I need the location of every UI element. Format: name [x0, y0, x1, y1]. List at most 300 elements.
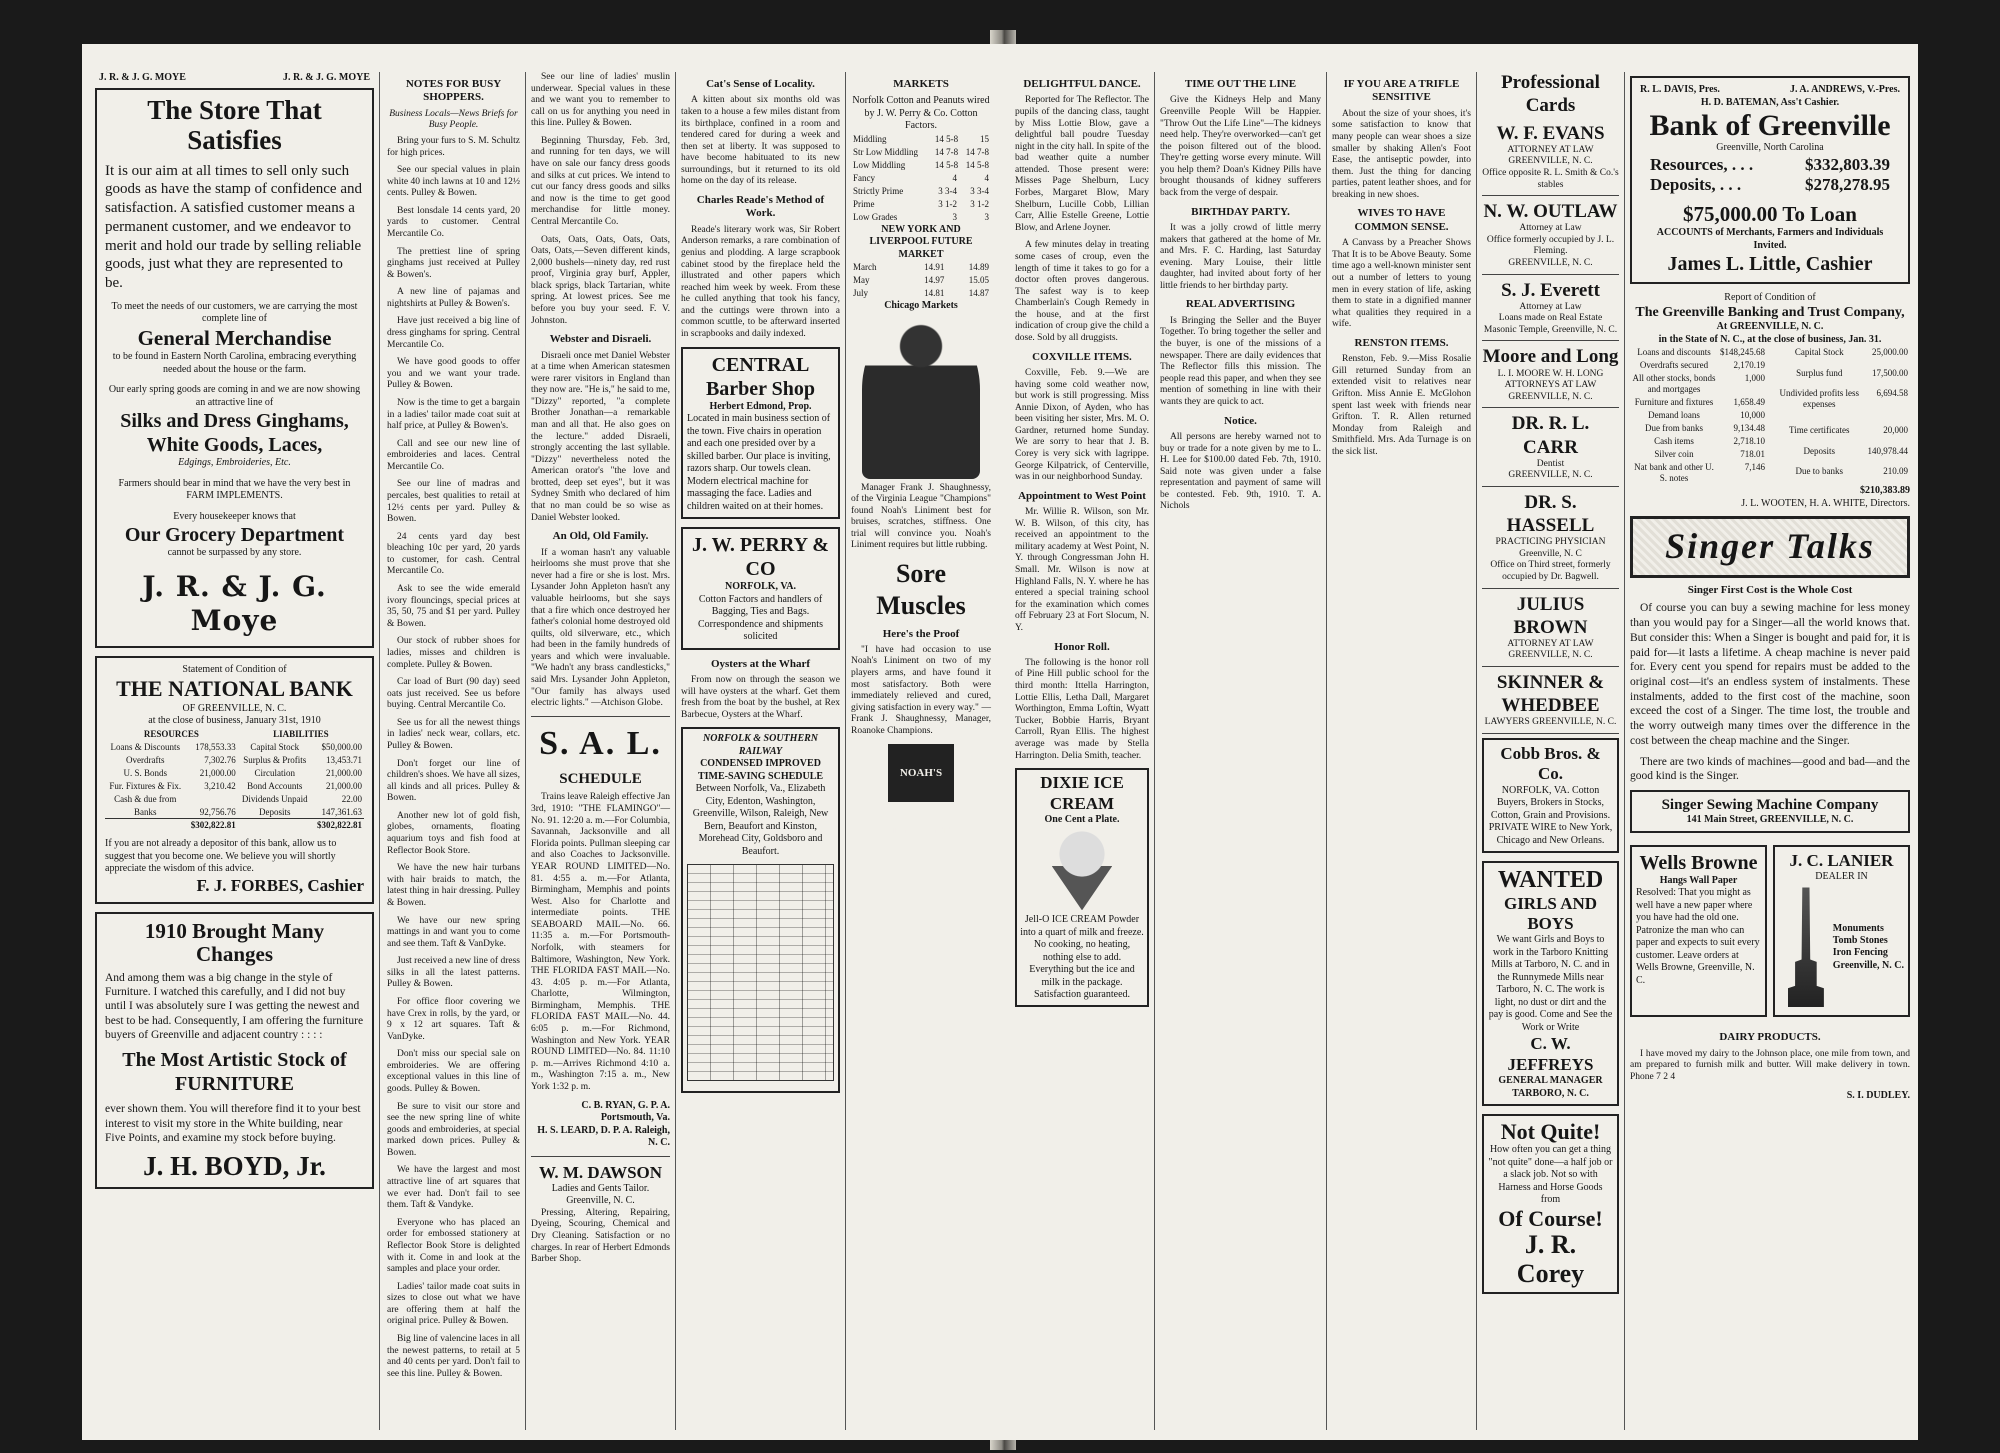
moye-signature: J. R. & J. G. Moye	[142, 569, 327, 637]
notice-text: All persons are hereby warned not to buy or trade for a note given by me to L. H. Lee for $100.00 dated Feb. 7th, 1910. Said note was given under a false representation and payment of same will be contested. Feb. 9th, 1910. T. A. Nichols	[1160, 431, 1321, 512]
cobb-title: Cobb Bros. & Co.	[1500, 743, 1601, 784]
professional-card	[1482, 341, 1619, 408]
boyd-signature: J. H. BOYD, Jr.	[143, 1150, 326, 1181]
professional-card	[1482, 667, 1619, 734]
professional-card	[1482, 487, 1619, 589]
left-newspaper-page	[82, 44, 1002, 1440]
market-value: $148,245.68	[1720, 347, 1765, 358]
boyd-stock: The Most Artistic Stock of FURNITURE	[122, 1049, 347, 1096]
market-value: 7,146	[1744, 462, 1765, 473]
bank-value: 21,000.00	[326, 767, 362, 778]
column-2	[382, 72, 526, 1430]
professional-card	[1482, 408, 1619, 487]
market-value: 4	[952, 172, 958, 183]
market-value: 1,000	[1744, 373, 1765, 384]
market-row	[851, 133, 991, 146]
lanier-title: J. C. LANIER	[1789, 850, 1894, 870]
cat-title: Cat's Sense of Locality.	[706, 78, 815, 90]
central-barber-advert	[681, 347, 840, 520]
market-row	[1630, 359, 1767, 372]
bank-note: If you are not already a depositor of this bank, allow us to suggest that you become one. We believe you will shortly appreciate the wisdom of this advice.	[105, 838, 337, 875]
lanier-sub: DEALER IN	[1815, 870, 1868, 882]
jeffreys-name: C. W. JEFFREYS	[1507, 1034, 1594, 1074]
timetable-grid	[687, 864, 834, 1081]
note-item: Just received a new line of dress silks in all the latest patterns. Pulley & Bowen.	[387, 956, 520, 990]
column-6	[1010, 72, 1155, 1430]
card-line: ATTORNEY AT LAW	[1507, 638, 1594, 649]
dawson-title: W. M. DAWSON	[538, 1162, 663, 1182]
card-line: L. I. MOORE W. H. LONG	[1497, 368, 1604, 379]
market-row	[1630, 409, 1767, 422]
card-name: Moore and Long	[1482, 346, 1619, 368]
wives-title: WIVES TO HAVE COMMON SENSE.	[1354, 207, 1449, 233]
wives-text: A Canvass by a Preacher Shows That It is to be Above Beauty. Some time ago a well-known minister sent out a number of letters to young men in every station of life, asking them to state in a dignified manner what qualities they required in a wife.	[1332, 238, 1471, 330]
bank-value: 7,302.76	[204, 754, 236, 765]
wells-browne-advert	[1630, 845, 1767, 1018]
dairy-text: I have moved my dairy to the Johnson place, one mile from town, and am prepared to furnish milk and butter. Will make delivery in town. Phone 7 2 4	[1630, 1048, 1910, 1082]
central-title: CENTRAL Barber Shop	[705, 353, 816, 400]
market-row	[1630, 448, 1767, 461]
note-item: We have the new hair turbans with hair braids to match, the latest thing in hair dressing. Pulley & Bowen.	[387, 863, 520, 908]
sensitive-title: IF YOU ARE A TRIFLE SENSITIVE	[1343, 78, 1460, 104]
market-row	[1630, 422, 1767, 435]
market-row	[1773, 367, 1910, 387]
dixie-text: Jell-O ICE CREAM Powder into a quart of milk and freeze. No cooking, no heating, nothing else to add. Everything but the ice and milk in the package. Satisfaction guaranteed.	[1020, 914, 1144, 1001]
market-value: 2,170.19	[1733, 360, 1765, 371]
west-point-title: Appointment to West Point	[1018, 489, 1146, 502]
ns-text: Between Norfolk, Va., Elizabeth City, Edenton, Washington, Greenville, Wilson, Raleigh, New Bern, Beaufort and Kinston, Morehead City, Goldsboro and Beaufort.	[692, 783, 829, 857]
market-label: Surplus fund	[1796, 367, 1843, 378]
singer-two-kinds: There are two kinds of machines—good and bad—and the good kind is the Singer.	[1630, 755, 1910, 783]
boyd-text2: ever shown them. You will therefore find it to your best interest to visit my store in the White building, near Five Points, and examine my stock before buying.	[105, 1103, 361, 1145]
market-value: 9,134.48	[1733, 423, 1765, 434]
corey-advert	[1482, 1114, 1619, 1294]
gbt-statement	[1630, 292, 1910, 510]
old-family-text: If a woman hasn't any valuable heirlooms she must prove that she never had a fire or she is lost. Mrs. Lysander John Appleton hasn't any valuable heirlooms, but she says that a fire which once destroyed her father's colonial home destroyed old quilts, old silverware, etc., which had been in the family hundreds of years and which were invaluable. "We hadn't any brass candlesticks," said Mrs. Lysander John Appleton, "Our family has always used electric lights." —Atchison Globe.	[531, 547, 670, 709]
market-label: Fancy	[853, 172, 875, 183]
note-item: Everyone who has placed an order for embossed stationery at Reflector Book Store is delighted with it. Come in and look at the samples and place your order.	[387, 1217, 520, 1275]
card-line: ATTORNEYS AT LAW	[1504, 380, 1597, 391]
singer-company	[1630, 790, 1910, 833]
notes-title: NOTES FOR BUSY SHOPPERS.	[405, 78, 502, 104]
market-row	[851, 159, 991, 172]
note-item: Ladies' tailor made coat suits in sizes to close out what we have are offering them at half the original price. Pulley & Bowen.	[387, 1281, 520, 1327]
professional-card	[1482, 196, 1619, 274]
note-item: Be sure to visit our store and see the new spring line of white goods and embroideries, at special marked down prices. Pulley & Bowen.	[387, 1101, 520, 1158]
market-row	[851, 211, 991, 224]
dance-title: DELIGHTFUL DANCE.	[1023, 78, 1141, 90]
market-value: 14.97	[924, 275, 945, 286]
not-quite-title: Not Quite!	[1500, 1119, 1601, 1145]
market-label: Silver coin	[1654, 449, 1694, 460]
market-value: 140,978.44	[1867, 445, 1908, 456]
market-row	[1630, 435, 1767, 448]
life-line-text: Give the Kidneys Help and Many Greenville People Will be Happier. "Throw Out the Life Line"—The kidneys need help. They're overworked—can't get the poison filtered out of the blood. They're getting worse every minute. Will you help them? Doan's Kidney Pills have brought thousands of kidney sufferers back from the verge of despair.	[1160, 95, 1321, 199]
market-value: 17,500.00	[1872, 367, 1908, 378]
dawson-sub: Ladies and Gents Tailor. Greenville, N. C.	[551, 1182, 650, 1207]
right-newspaper-page	[1000, 44, 1918, 1440]
bank-statement-label: Statement of Condition of	[182, 663, 287, 675]
market-label: Low Middling	[853, 159, 906, 170]
card-line: Office on Third street, formerly occupied by Dr. Bagwell.	[1490, 560, 1611, 582]
oysters-title: Oysters at the Wharf	[710, 657, 811, 670]
market-label: Demand loans	[1648, 410, 1700, 421]
monument-illustration	[1788, 887, 1824, 1007]
market-label: July	[853, 288, 869, 299]
bank-label: U. S. Bonds	[123, 767, 168, 778]
birthday-title: BIRTHDAY PARTY.	[1191, 205, 1290, 218]
column-10	[1625, 72, 1915, 1430]
lanier-item: Tomb Stones	[1832, 935, 1888, 947]
wells-title: Wells Browne	[1639, 851, 1758, 874]
ny-title: NEW YORK AND LIVERPOOL FUTURE MARKET	[869, 223, 973, 260]
proof-text: "I have had occasion to use Noah's Liniment on two of my players arms, and have found it most satisfactory. Both were immediately relieved and cured, giving satisfaction in every way." —Frank J. Shaughnessy, Manager, Roanoke Champions.	[851, 644, 991, 736]
professional-card	[1482, 118, 1619, 196]
note-item: A new line of pajamas and nightshirts at Pulley & Bowen's.	[387, 287, 520, 309]
card-line: GREENVILLE, N. C.	[1508, 257, 1593, 268]
note-item: Bring your furs to S. M. Schultz for high prices.	[387, 135, 520, 158]
market-row	[851, 287, 991, 300]
perry-title: J. W. PERRY & CO	[692, 534, 829, 581]
column-9	[1477, 72, 1625, 1430]
bog-officers: R. L. DAVIS, Pres. J. A. ANDREWS, V.-Pres.	[1640, 84, 1900, 95]
card-line: Office opposite R. L. Smith & Co.'s stables	[1482, 167, 1619, 190]
peanut-table	[851, 172, 991, 224]
wanted-text: We want Girls and Boys to work in the Tarboro Knitting Mills at Tarboro, N. C. and in the Runnymede Mills near Tarboro, N. C. The work is light, no dust or dirt and the pay is good. Come and See the Work or Write	[1488, 934, 1613, 1033]
market-label: Nat bank and other U. S. notes	[1634, 462, 1714, 484]
bank-cashier: F. J. FORBES, Cashier	[196, 875, 364, 895]
muslin-list	[531, 72, 670, 327]
lanier-item: Iron Fencing	[1832, 947, 1888, 959]
market-value: 3 1-2	[970, 198, 989, 209]
column-5	[846, 72, 996, 1430]
wanted-sub: GIRLS AND BOYS	[1503, 893, 1598, 934]
boyd-title: 1910 Brought Many Changes	[144, 919, 325, 967]
croup-text: A few minutes delay in treating some cases of croup, even the length of time it takes to go for a doctor often proves dangerous. The safest way is to keep Chamberlain's Cough Remedy in the house, and at the first indication of croup give the child a dose. Sold by all druggists.	[1015, 240, 1149, 343]
old-family-title: An Old, Old Family.	[552, 530, 649, 543]
gbt-liabilities	[1773, 346, 1910, 485]
market-row	[1773, 346, 1910, 366]
bank-label: Fur. Fixtures & Fix.	[109, 780, 182, 791]
ice-cream-illustration	[1052, 830, 1112, 910]
card-name: DR. S. HASSELL	[1506, 491, 1595, 537]
column-1	[90, 72, 380, 1430]
market-value: 210.09	[1883, 465, 1908, 476]
honor-roll-title: Honor Roll.	[1054, 640, 1110, 653]
lanier-advert	[1773, 845, 1910, 1018]
bog-title: Bank of Greenville	[1649, 109, 1891, 142]
jeffreys-sub: GENERAL MANAGER TARBORO, N. C.	[1498, 1075, 1603, 1099]
grocery-sub: cannot be surpassed by any store.	[167, 547, 302, 558]
note-item: We have good goods to offer you and we want your trade. Pulley & Bowen.	[387, 357, 520, 391]
card-line: ATTORNEY AT LAW	[1507, 144, 1594, 155]
webster-text: Disraeli once met Daniel Webster at a time when American statesmen were rarer visitors in England than they now are. "He is," he said to me, "Dizzy" reported, "a complete Brother Jonathan—a remarkable man and all that. He also goes on the lecture." added Disraeli, strongly accenting the last syllable. "Dizzy" nevertheless noted the American orator's "the love and brotted, deep set eyes", but it was Sydney Smith who declared of him that no man could be so wise as Daniel Webster looked.	[531, 350, 670, 523]
market-label: Due from banks	[1645, 423, 1703, 434]
card-line: GREENVILLE, N. C.	[1508, 650, 1593, 661]
market-label: All other stocks, bonds and mortgages	[1632, 373, 1716, 395]
market-label: Furniture and fixtures	[1634, 397, 1714, 408]
liabilities-header: LIABILITIES	[273, 728, 329, 739]
singer-company-name: Singer Sewing Machine Company	[1661, 797, 1879, 814]
general-merchandise: General Merchandise	[137, 325, 332, 350]
column-7	[1155, 72, 1327, 1430]
dixie-title: DIXIE ICE CREAM	[1040, 773, 1124, 813]
perry-advert	[681, 527, 840, 650]
gbt-date: in the State of N. C., at the close of business, Jan. 31.	[1658, 333, 1882, 345]
professional-cards-title: Professional Cards	[1501, 72, 1600, 116]
bank-label: Deposits	[259, 806, 291, 817]
market-value: 15.05	[968, 275, 989, 286]
market-row	[1630, 372, 1767, 396]
dance-text: Reported for The Reflector. The pupils of the dancing class, taught by Miss Lottie Blow, gave a delightful ball poudre Tuesday night in the city hall. In spite of the bad weather quite a number attended. Those present were: Misses Page Shelburn, Lucy Forbes, Margaret Blow, Mary Shelburn, Lucille Cobb, Lillian Carr, Allie Estelle Greene, Lottie Blow, and Arlene Joyner.	[1015, 95, 1149, 233]
store-title: The Store That Satisfies	[147, 95, 322, 155]
national-bank-statement	[95, 656, 374, 905]
card-line: GREENVILLE, N. C.	[1508, 156, 1593, 167]
sal-agent-1: C. B. RYAN, G. P. A. Portsmouth, Va.	[581, 1099, 670, 1124]
bank-total-resources: $302,822.81	[186, 819, 238, 832]
market-value: 14 5-8	[934, 159, 959, 170]
proof-title: Here's the Proof	[882, 627, 960, 640]
bank-value: 92,756.76	[199, 806, 236, 817]
gbt-place: At GREENVILLE, N. C.	[1716, 321, 1824, 333]
notice-title: Notice.	[1224, 414, 1257, 427]
bog-resources: Resources, . . . $332,803.39	[1650, 154, 1890, 174]
gbt-resources	[1630, 346, 1767, 485]
market-value: 10,000	[1740, 410, 1765, 421]
notes-list	[387, 136, 520, 1380]
market-label: Undivided profits less expenses	[1779, 387, 1859, 409]
market-value: 718.01	[1740, 449, 1765, 460]
bank-value: 13,453.71	[326, 754, 362, 765]
central-text: Located in main business section of the town. Five chairs in operation and each one presided over by a skilled barber. Our place is inviting, razors sharp. Our towels clean. Modern electrical machine for massaging the face. Ladies and children waited on at their homes.	[687, 413, 831, 512]
dairy-signature: S. I. DUDLEY.	[1846, 1089, 1910, 1101]
lanier-item: Monuments	[1832, 923, 1884, 935]
market-value: 3 3-4	[938, 185, 958, 196]
market-row	[1630, 346, 1767, 359]
gbt-report: Report of Condition of	[1724, 292, 1816, 304]
dawson-text: Pressing, Altering, Repairing, Dyeing, Scouring, Chemical and Dry Cleaning. Satisfaction or no charges. In rear of Herbert Edmonds Barber Shop.	[531, 1207, 670, 1265]
perry-sub: NORFOLK, VA.	[724, 581, 797, 593]
bank-value: 22.00	[341, 793, 362, 804]
market-value: 14.81	[924, 288, 945, 299]
note-item: Call and see our new line of embroideries and laces. Central Mercantile Co.	[387, 438, 520, 472]
card-line: Office formerly occupied by J. L. Fleming.	[1486, 234, 1615, 257]
note-item: We have the largest and most attractive line of art squares that we ever had. Don't fail to see them. Taft & Vandyke.	[387, 1165, 520, 1211]
note-item: Car load of Burt (90 day) seed oats just received. See us before buying. Central Mercantile Co.	[387, 677, 520, 711]
resources-header: RESOURCES	[143, 728, 199, 739]
market-label: Middling	[853, 133, 887, 144]
dixie-ice-cream-advert	[1015, 768, 1149, 1007]
card-line: Attorney at Law	[1519, 223, 1582, 234]
note-item: For office floor covering we have Crex in rolls, by the yard, or 9 x 12 art squares. Taft & VanDyke.	[387, 996, 520, 1042]
bog-deposits: Deposits, . . . $278,278.95	[1650, 175, 1890, 195]
market-row	[851, 185, 991, 198]
market-value: 14.87	[968, 288, 989, 299]
card-line: PRACTICING PHYSICIAN	[1495, 537, 1606, 548]
wanted-advert	[1482, 861, 1619, 1106]
honor-roll-text: The following is the honor roll of Pine Hill public school for the third month: Ittella Harrington, Lottie Ellis, Letha Dall, Margaret Worthington, Emma Loftin, Wyatt Tucker, Bobbie Harris, Bryant Carroll, Ryan Ellis. The highest average was made by Stella Harrington. Delia Smith, teacher.	[1015, 657, 1149, 761]
market-value: 15	[980, 133, 989, 144]
west-point-text: Mr. Willie R. Wilson, son Mr. W. B. Wilson, of this city, has received an appointment to the military academy at West Point, N. Y. through Congressman John H. Small. Mr. Wilson is now at Highland Falls, N. Y. where he has entered a special training school for the examination which comes off February 23 at Fort Slocum, N. Y.	[1015, 507, 1149, 633]
note-item: Don't miss our special sale on embroideries. We are offering exceptional values in this line of goods. Pulley & Bowen.	[387, 1049, 520, 1095]
bank-value: 147,361.63	[321, 806, 362, 817]
bank-table	[105, 728, 364, 833]
bank-value: 21,000.00	[326, 780, 362, 791]
local-item: See our line of ladies' muslin underwear. Special values in these and we want you to remember to call on us for anything you need in this line. Pulley & Bowen.	[531, 72, 670, 129]
note-item: Ask to see the wide emerald ivory flouncings, special prices at 35, 50, 75 and $1 per yard. Pulley & Bowen.	[387, 584, 520, 629]
market-value: 14 5-8	[934, 133, 959, 144]
gbt-signature: J. L. WOOTEN, H. A. WHITE, Directors.	[1741, 497, 1910, 509]
life-line-title: TIME OUT THE LINE	[1184, 78, 1297, 90]
market-value: 14.91	[924, 262, 945, 273]
note-item: 24 cents yard day best bleaching 10c per yard, 20 yards to customer, for cash. Central Mercantile Co.	[387, 531, 520, 577]
advertising-title: REAL ADVERTISING	[1185, 298, 1296, 311]
card-line: Greenville, N. C	[1519, 548, 1582, 559]
market-value: 14.89	[968, 262, 989, 273]
markets-title: MARKETS	[893, 78, 949, 90]
note-item: Another new lot of gold fish, globes, ornaments, floating aquarium toys and fish food at Reflector Book Store.	[387, 810, 520, 856]
bank-row	[105, 793, 364, 806]
noahs-logo: NOAH'S LINIMENT	[888, 744, 954, 802]
cobb-advert	[1482, 738, 1619, 853]
market-label: May	[853, 275, 870, 286]
cat-text: A kitten about six months old was taken to a house a few miles distant from its birthplace, confined in a room and tendered cared for during a week and then set at liberty. It was supposed to have become habituated to its new surroundings, but it returned to its old home on the day of its release.	[681, 95, 840, 187]
card-line: GREENVILLE, N. C.	[1508, 391, 1593, 402]
wells-sub: Hangs Wall Paper	[1659, 874, 1738, 886]
column-4	[676, 72, 846, 1430]
norfolk-southern-schedule	[681, 727, 840, 1093]
bank-label: Bond Accounts	[247, 780, 303, 791]
bog-loan: $75,000.00 To Loan	[1683, 201, 1857, 226]
professional-cards	[1482, 118, 1619, 734]
ns-title: NORFOLK & SOUTHERN RAILWAY	[702, 733, 818, 757]
singer-address: 141 Main Street, GREENVILLE, N. C.	[1686, 814, 1854, 826]
card-line: Attorney at Law	[1519, 301, 1582, 312]
baseball-manager-illustration	[862, 317, 980, 479]
boyd-advert	[95, 912, 374, 1189]
market-value: 2,718.10	[1733, 436, 1765, 447]
coxville-title: COXVILLE ITEMS.	[1032, 350, 1132, 363]
note-item: Have just received a big line of dress ginghams for spring. Central Mercantile Co.	[387, 316, 520, 350]
bank-row	[105, 767, 364, 780]
card-line: LAWYERS GREENVILLE, N. C.	[1484, 717, 1617, 728]
sore-muscles-title: Sore Muscles	[876, 559, 966, 620]
perry-text: Cotton Factors and handlers of Bagging, Ties and Bags. Correspondence and shipments solicited	[698, 593, 823, 643]
card-line: Masonic Temple, Greenville, N. C.	[1483, 324, 1618, 335]
market-label: Due to banks	[1795, 465, 1843, 476]
market-value: 25,000.00	[1872, 347, 1908, 358]
bank-row	[105, 754, 364, 767]
wanted-title: WANTED	[1497, 867, 1604, 894]
charles-text: Reade's literary work was, Sir Robert Anderson remarks, a rare combination of genius and plodding. A large scrapbook cabinet stood by the fireplace held the illustrated and other papers which reached him week by week. From these he culled anything that took his fancy, and the cuttings were thrown into a common scuttle, to be afterward inserted in scrapbooks and daily indexed.	[681, 224, 840, 340]
ny-table	[851, 261, 991, 300]
charles-title: Charles Reade's Method of Work.	[696, 194, 825, 220]
sal-agent-2: H. S. LEARD, D. P. A. Raleigh, N. C.	[537, 1124, 670, 1149]
singer-text: Of course you can buy a sewing machine for less money than you would pay for a Singer—all the world knows that. But consider this: When a Singer is bought and paid for, it is paid for—it lasts a lifetime. A cheap machine is never paid for. Every cent you spend for repairs must be added to the original cost—it's an endless system of instalments. These instalments, added to the first cost of the machine, soon exceed the cost of a Singer. The time lost, the trouble and the worry outweigh many times over the difference in the cost between the cheap machine and the Singer.	[1630, 602, 1910, 747]
market-row	[1773, 445, 1910, 465]
market-row	[1773, 387, 1910, 424]
farmers-note: Farmers should bear in mind that we have the very best in FARM IMPLEMENTS.	[118, 477, 351, 501]
dairy-title: DAIRY PRODUCTS.	[1719, 1031, 1821, 1044]
market-value: 14 7-8	[934, 146, 959, 157]
bank-label: Capital Stock	[250, 741, 300, 752]
bank-label: Dividends Unpaid	[241, 793, 308, 804]
gbt-title: The Greenville Banking and Trust Company,	[1635, 304, 1905, 320]
bog-cashier: James L. Little, Cashier	[1667, 253, 1873, 276]
bank-label: Surplus & Profits	[243, 754, 307, 765]
market-label: March	[853, 262, 877, 273]
note-item: See us for all the newest things in ladies' neck wear, collars, etc. Pulley & Bowen.	[387, 717, 520, 751]
bank-label: Loans & Discounts	[110, 741, 181, 752]
bank-label: Overdrafts	[126, 754, 165, 765]
boyd-text: And among them was a big change in the style of Furniture. I watched this carefully, and I did not buy until I was absolutely sure I was getting the newest and best to be had. Consequently, I am offering the furniture buyers of Greenville and adjacent country : : : :	[105, 971, 364, 1042]
note-item: Our stock of rubber shoes for ladies, misses and children is complete. Pulley & Bowen.	[387, 636, 520, 670]
note-item: Big line of valencine laces in all the newest patterns, to retail at 5 and 40 cents per yard. Don't fail to see this line. Pulley & Bowen.	[387, 1334, 520, 1379]
market-label: Strictly Prime	[853, 185, 904, 196]
bank-date: at the close of business, January 31st, 1910	[148, 715, 321, 727]
market-label: Overdrafts secured	[1639, 360, 1709, 371]
column-3	[526, 72, 676, 1430]
national-bank-title: THE NATIONAL BANK	[116, 676, 353, 702]
market-label: Deposits	[1803, 445, 1835, 456]
card-name: S. J. Everett	[1501, 279, 1600, 301]
card-name: DR. R. L. CARR	[1511, 413, 1590, 458]
gbt-total: $210,383.89	[1860, 485, 1910, 497]
note-item: Don't forget our line of children's shoes. We have all sizes, all kinds and all prices. Pulley & Bowen.	[387, 758, 520, 804]
note-item: Best lonsdale 14 cents yard, 20 yards to customer. Central Mercantile Co.	[387, 205, 520, 240]
market-label: Cash items	[1654, 436, 1694, 447]
bank-value: 178,553.33	[195, 741, 236, 752]
sal-title: S. A. L.	[539, 724, 662, 762]
cobb-text: NORFOLK, VA. Cotton Buyers, Brokers in Stocks, Cotton, Grain and Provisions. PRIVATE WIRE to New York, Chicago and New Orleans.	[1488, 784, 1613, 846]
note-item: See our line of madras and percales, best qualities to retail at 12½ cents per yard. Pulley & Bowen.	[387, 479, 520, 525]
market-label: Time certificates	[1789, 425, 1850, 436]
sensitive-text: About the size of your shoes, it's some satisfaction to know that many people can wear shoes a size smaller by shaking Allen's Foot Ease, the antiseptic powder, into them. Just the thing for dancing parties, patent leather shoes, and for breaking in new shoes.	[1332, 108, 1471, 200]
bank-total-liabilities: $302,822.81	[312, 819, 364, 832]
silks-heading: Silks and Dress Ginghams, White Goods, Laces,	[120, 410, 349, 456]
bank-label: Cash & due from	[114, 793, 177, 804]
market-label: Capital Stock	[1794, 347, 1844, 358]
market-row	[851, 146, 991, 159]
moye-header: J. R. & J. G. MOYE J. R. & J. G. MOYE	[99, 72, 370, 83]
advertising-text: Is Bringing the Seller and the Buyer Together. To bring together the seller and the buyer, is one of the missions of a newspaper. There are daily evidences that The Reflector fills this mission. The people read this paper, and when they see mention of something in line with their wants they are quick to act.	[1160, 315, 1321, 407]
bank-value: 3,210.42	[204, 780, 236, 791]
note-item: The prettiest line of spring ginghams just received at Pulley & Bowen's.	[387, 246, 520, 280]
bank-value	[186, 793, 238, 806]
card-line: Dentist	[1536, 458, 1565, 469]
market-row	[851, 172, 991, 185]
sal-schedule: Trains leave Raleigh effective Jan 3rd, 1910: "THE FLAMINGO"—No. 91. 12:20 a. m.—For Columbia, Savannah, Jacksonville and all Florida points. Pullman sleeping car and also Coaches to Jacksonville. YEAR ROUND LIMITED—No. 81. 4:55 a. m.—For Atlanta, Birmingham, Memphis and points West. Also for Charlotte and intermediate points. THE SEABOARD MAIL—No. 66. 11:35 a. m.—For Portsmouth-Norfolk, with steamers for Baltimore, Washington, New York. THE FLORIDA FAST MAIL—No. 43. 4:05 p. m.—For Atlanta, Charlotte, Wilmington, Birmingham, Memphis. THE FLORIDA FAST MAIL—No. 44. 6:05 p. m.—For Richmond, Washington and New York. YEAR ROUND LIMITED—No. 84. 11:10 p. m.—Arrives Richmond 4:10 a. m., Washington 7:15 a. m., New York 1:32 p. m.	[531, 792, 670, 1092]
market-label: Str Low Middling	[853, 146, 919, 157]
grocery-department: Our Grocery Department	[124, 524, 345, 546]
edgings: Edgings, Embroideries, Etc.	[178, 457, 291, 468]
store-needs: To meet the needs of our customers, we are carrying the most complete line of	[111, 300, 358, 325]
market-value: 3 1-2	[938, 198, 958, 209]
card-name: JULIUS BROWN	[1513, 593, 1588, 638]
notes-subtitle: Business Locals—News Briefs for Busy People.	[389, 108, 518, 131]
renston-title: RENSTON ITEMS.	[1354, 336, 1449, 349]
card-line: Loans made on Real Estate	[1498, 313, 1603, 324]
card-name: N. W. OUTLAW	[1483, 201, 1618, 223]
market-value: 3 3-4	[970, 185, 989, 196]
note-item: Now is the time to get a bargain in a ladies' tailor made coat suit at half price, at Pulley & Bowen's.	[387, 397, 520, 432]
professional-card	[1482, 589, 1619, 668]
market-row	[851, 274, 991, 287]
moye-advert	[95, 88, 374, 648]
bank-row	[105, 780, 364, 793]
bog-place: Greenville, North Carolina	[1716, 142, 1824, 153]
bank-row	[105, 741, 364, 754]
